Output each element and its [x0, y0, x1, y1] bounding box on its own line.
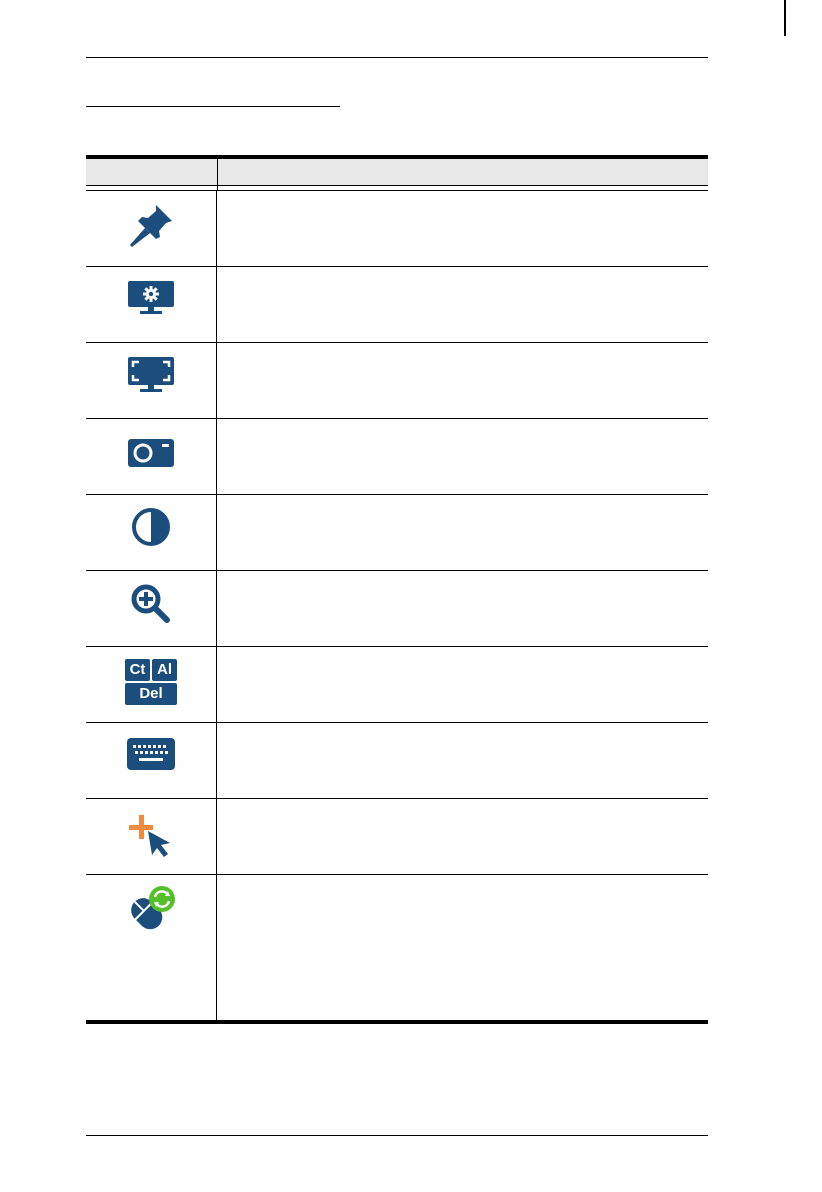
description-cell	[217, 875, 708, 1020]
table-header-row	[86, 159, 708, 186]
description-cell	[217, 419, 708, 494]
zoom-in-icon	[130, 583, 172, 625]
icon-cell	[86, 799, 217, 874]
icon-cell	[86, 875, 217, 1020]
table-row	[86, 799, 708, 875]
icon-cell	[86, 191, 217, 266]
description-cell	[217, 343, 708, 418]
description-cell	[217, 799, 708, 874]
keyboard-icon	[126, 737, 176, 771]
table-row	[86, 495, 708, 571]
description-cell	[217, 723, 708, 798]
footer-rule	[86, 1135, 708, 1136]
corner-mark	[784, 0, 786, 36]
description-cell	[217, 267, 708, 342]
description-cell	[217, 571, 708, 646]
icon-cell	[86, 647, 217, 722]
table-row	[86, 343, 708, 419]
toolbar-icons-table	[86, 155, 708, 1024]
monitor-settings-icon	[126, 279, 176, 317]
del-key: Del	[125, 683, 177, 705]
icon-cell	[86, 723, 217, 798]
description-cell	[217, 647, 708, 722]
description-cell	[217, 495, 708, 570]
icon-cell	[86, 495, 217, 570]
section-heading-underline	[86, 106, 340, 107]
fullscreen-monitor-icon	[126, 355, 176, 395]
contrast-icon	[131, 507, 171, 547]
table-row	[86, 571, 708, 647]
table-row	[86, 191, 708, 267]
cursor-crosshair-icon	[126, 813, 176, 859]
icon-cell	[86, 571, 217, 646]
camera-icon	[126, 437, 176, 469]
table-row	[86, 723, 708, 799]
ctrl-alt-del-icon	[125, 659, 177, 705]
header-description-column	[218, 159, 708, 185]
table-row	[86, 647, 708, 723]
header-rule	[86, 57, 708, 58]
table-row	[86, 267, 708, 343]
table-bottom-rule	[86, 1020, 708, 1024]
pin-icon	[126, 203, 176, 249]
mouse-sync-icon	[124, 883, 178, 933]
icon-cell	[86, 267, 217, 342]
table-row	[86, 875, 708, 1020]
alt-key: Al	[152, 659, 177, 681]
icon-cell	[86, 419, 217, 494]
ctrl-key: Ct	[125, 659, 150, 681]
description-cell	[217, 191, 708, 266]
icon-cell	[86, 343, 217, 418]
table-row	[86, 419, 708, 495]
header-icon-column	[86, 159, 218, 185]
